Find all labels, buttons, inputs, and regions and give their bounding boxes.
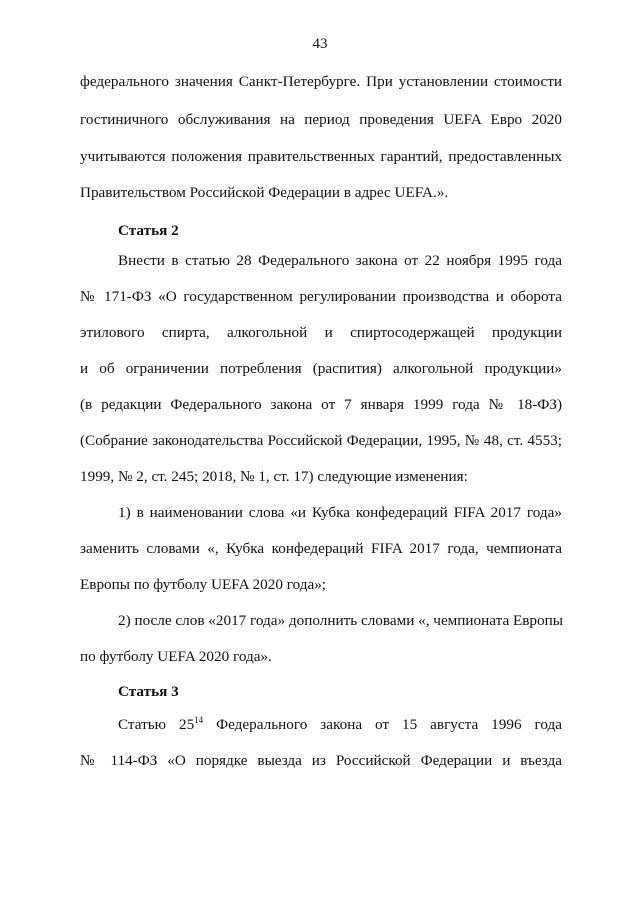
article-2-heading: Статья 2 [118,222,179,239]
text-line: № 114-ФЗ «О порядке выезда из Российской Федерации и въезда [80,752,562,769]
text-line: и об ограничении потребления (распития) алкогольной продукции» [80,360,562,377]
text-segment: Федерального закона от 15 августа 1996 года [203,716,562,733]
article-3-heading: Статья 3 [118,683,179,700]
superscript: 14 [194,714,204,725]
text-line: этилового спирта, алкогольной и спиртосодержащей продукции [80,324,562,341]
text-line: (в редакции Федерального закона от 7 января 1999 года № 18-ФЗ) [80,396,562,413]
text-line: учитываются положения правительственных гарантий, предоставленных [80,148,562,165]
text-line [118,715,562,735]
text-segment: Статью 25 [118,716,195,733]
text-line: по футболу UEFA 2020 года». [80,648,272,665]
text-line: (Собрание законодательства Российской Федерации, 1995, № 48, ст. 4553; [80,432,562,449]
text-line: 1999, № 2, ст. 245; 2018, № 1, ст. 17) следующие изменения: [80,468,468,485]
text-line: 1) в наименовании слова «и Кубка конфедераций FIFA 2017 года» [118,504,562,521]
text-line: № 171-ФЗ «О государственном регулировании производства и оборота [80,288,562,305]
text-line: федерального значения Санкт-Петербурге. При установлении стоимости [80,73,562,90]
text-line: заменить словами «, Кубка конфедераций FIFA 2017 года, чемпионата [80,540,562,557]
text-line: Европы по футболу UEFA 2020 года»; [80,576,327,593]
page-number: 43 [312,36,328,52]
text-line: Правительством Российской Федерации в адрес UEFA.». [80,184,449,201]
text-line: гостиничного обслуживания на период проведения UEFA Евро 2020 [80,111,562,128]
text-line: 2) после слов «2017 года» дополнить словами «, чемпионата Европы [118,612,563,629]
text-line: Внести в статью 28 Федерального закона от 22 ноября 1995 года [118,252,562,269]
